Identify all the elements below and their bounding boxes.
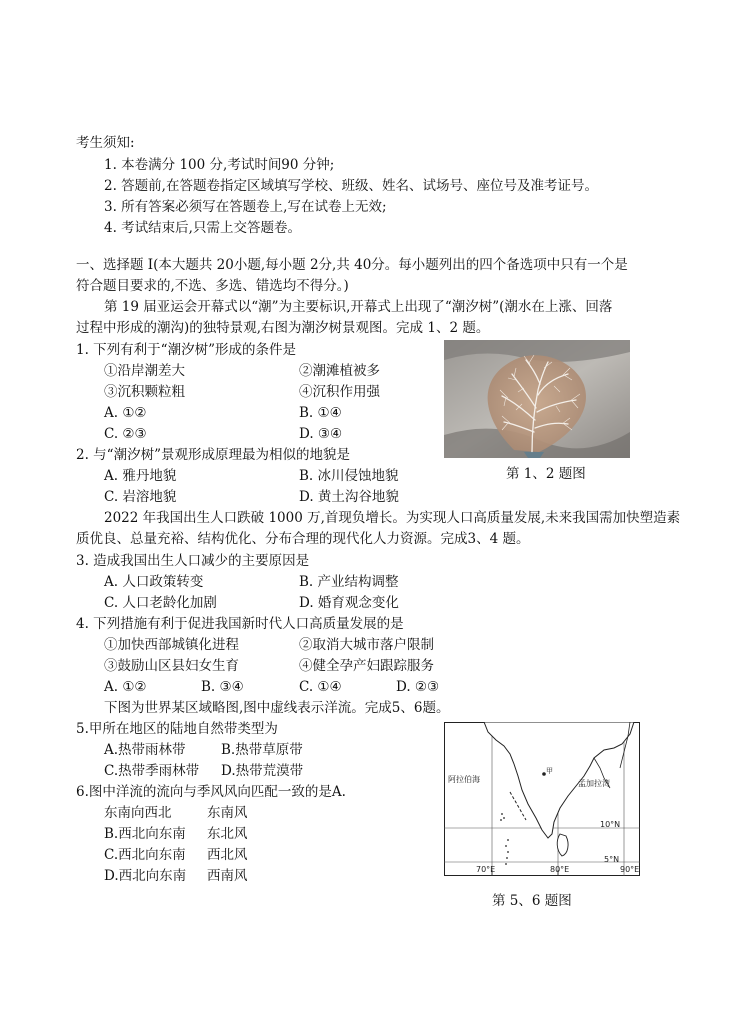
q5-stem: 5.甲所在地区的陆地自然带类型为 [76,721,278,737]
q1-opt2: ②潮滩植被多 [299,363,380,379]
q4-choice-a: A. ①② [104,679,147,695]
q4-opt3: ③鼓励山区县妇女生育 [104,658,239,674]
intro-12-line2: 过程中形成的潮沟)的独特景观,右图为潮汐树景观图。完成 1、2 题。 [76,320,490,336]
tidal-tree-photo [444,340,630,458]
q3-choice-c: C. 人口老龄化加剧 [104,595,217,611]
q2-choice-c: C. 岩溶地貌 [104,489,177,505]
q6-d-wind: 西南风 [207,868,248,884]
q3-stem: 3. 造成我国出生人口减少的主要原因是 [76,553,310,569]
q1-choice-a: A. ①② [104,405,147,421]
intro-12-line1: 第 19 届亚运会开幕式以“潮”为主要标识,开幕式上出现了“潮汐树”(潮水在上涨、回落 [104,299,613,315]
q5-choice-c: C.热带季雨林带 [104,763,200,779]
south-asia-map [444,722,640,876]
map-label-lat-5n: 5°N [604,855,620,864]
notice-item-2: 2. 答题前,在答题卷指定区域填写学校、班级、姓名、试场号、座位号及准考证号。 [104,178,598,194]
q6-b-flow: B.西北向东南 [104,826,186,842]
q5-choice-a: A.热带雨林带 [104,742,186,758]
q6-c-wind: 西北风 [207,847,248,863]
section-header-line2: 符合题目要求的,不选、多选、错选均不得分。) [76,278,349,294]
q1-choice-b: B. ①④ [299,405,342,421]
notice-title: 考生须知: [76,135,135,151]
q6-stem: 6.图中洋流的流向与季风风向匹配一致的是A. [76,784,346,800]
q3-choice-b: B. 产业结构调整 [299,574,399,590]
q1-choice-c: C. ②③ [104,426,147,442]
q5-choice-d: D.热带荒漠带 [221,763,304,779]
intro-56: 下图为世界某区域略图,图中虚线表示洋流。完成5、6题。 [104,700,450,716]
fig56-caption: 第 5、6 题图 [492,893,572,909]
q2-choice-d: D. 黄土沟谷地貌 [299,489,399,505]
q2-choice-a: A. 雅丹地貌 [104,468,177,484]
intro-34-line1: 2022 年我国出生人口跌破 1000 万,首现负增长。为实现人口高质量发展,未来我国需加快塑造素 [104,510,681,526]
intro-34-line2: 质优良、总量充裕、结构优化、分布合理的现代化人力资源。完成3、4 题。 [76,531,530,547]
q4-choice-c: C. ①④ [299,679,342,695]
q1-opt1: ①沿岸潮差大 [104,363,185,379]
q4-stem: 4. 下列措施有利于促进我国新时代人口高质量发展的是 [76,616,404,632]
q1-opt3: ③沉积颗粒粗 [104,384,185,400]
q6-a-flow: 东南向西北 [104,805,172,821]
fig12-caption: 第 1、2 题图 [506,466,586,482]
map-label-bay-of-bengal: 孟加拉湾 [578,779,610,788]
q3-choice-a: A. 人口政策转变 [104,574,204,590]
q3-choice-d: D. 婚育观念变化 [299,595,399,611]
q4-opt1: ①加快西部城镇化进程 [104,637,239,653]
map-label-lon-70e: 70°E [476,865,496,874]
q4-opt4: ④健全孕产妇跟踪服务 [299,658,434,674]
notice-item-4: 4. 考试结束后,只需上交答题卷。 [104,220,301,236]
map-label-lon-80e: 80°E [550,865,570,874]
q6-c-flow: C.西北向东南 [104,847,186,863]
map-label-jia: 甲 [546,767,553,775]
q4-opt2: ②取消大城市落户限制 [299,637,434,653]
notice-item-1: 1. 本卷满分 100 分,考试时间90 分钟; [104,157,335,173]
q4-choice-b: B. ③④ [201,679,244,695]
q6-a-wind: 东南风 [207,805,248,821]
map-label-lon-90e: 90°E [620,865,640,874]
notice-item-3: 3. 所有答案必须写在答题卷上,写在试卷上无效; [104,199,387,215]
section-header-line1: 一、选择题 I(本大题共 20小题,每小题 2分,共 40分。每小题列出的四个备选项中只有一个是 [76,257,628,273]
map-label-arabian-sea: 阿拉伯海 [448,775,480,784]
q5-choice-b: B.热带草原带 [221,742,303,758]
q2-stem: 2. 与“潮汐树”景观形成原理最为相似的地貌是 [76,447,350,463]
q1-choice-d: D. ③④ [299,426,343,442]
q6-d-flow: D.西北向东南 [104,868,187,884]
q2-choice-b: B. 冰川侵蚀地貌 [299,468,399,484]
q4-choice-d: D. ②③ [396,679,440,695]
q1-opt4: ④沉积作用强 [299,384,380,400]
q1-stem: 1. 下列有利于“潮汐树”形成的条件是 [76,342,296,358]
q6-b-wind: 东北风 [207,826,248,842]
map-label-lat-10n: 10°N [600,820,621,829]
